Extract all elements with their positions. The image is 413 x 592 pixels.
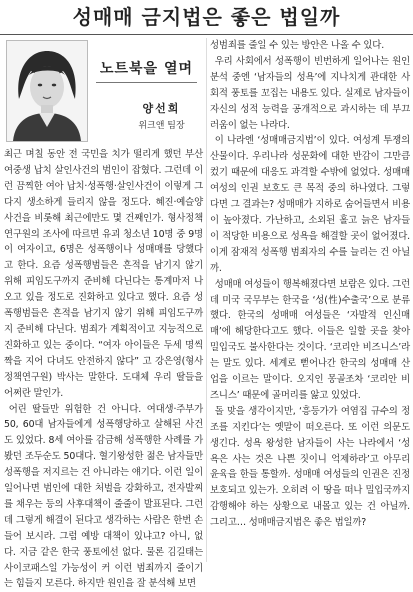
paragraph: 이 나라엔 ‘성매매금지법’이 있다. 여성계 투쟁의 산물이다. 우리나라 성문화에 대한 반감이 그만큼 컸기 때문에 대응도 과격할 수밖에 없었다. 성매매 여성의 인권 보호도 큰 목적 중의 하나였다. 그렇다면 그 결과는? 성매매가 지하로 숨어들면서 비용이 높아졌다. 가난하고, 소외된 홀고 늙은 남자들이 적당한 비용으로 성욕을 해결할 곳이 없어졌다. 이게 잠재적 성폭행 범죄자의 수를 늘리는 건 아닐까. bbox=[210, 133, 410, 276]
paragraph: 우리 사회에서 성폭행이 빈번하게 일어나는 원인 분석 중엔 ‘남자들의 성욕’에 지나치게 관대한 사회적 풍토를 꼬집는 내용도 있다. 실제로 남자들이 자신의 성적 능력을 공개적으로 과시하는 데 부끄러움이 없는 나라다. bbox=[210, 54, 410, 134]
column-name: 노트북을 열며 bbox=[94, 58, 199, 80]
paragraph: 성범죄를 줄일 수 있는 방안은 나올 수 있다. bbox=[210, 38, 410, 54]
column-name-rule bbox=[96, 82, 197, 83]
paragraph: 돌 맞을 생각이지만, ‘흥등가가 여염집 규수의 정조를 지킨다’는 옛말이 떠오른다. 또 이런 의문도 생긴다. 성욕 왕성한 남자들이 사는 나라에서 ‘성욕은 사는 것은 나쁜 짓이니 억제하라’고 아무리 윤육을 한들 통할까. 성매매 여성들의 인권은 진정 보호되고 있는가. 오히려 이 땅을 떠나 밀입국까지 감행해야 하는 상황으로 내몰고 있는 건 아닐까. 그리고… 성매매금지법은 좋은 법일까? bbox=[210, 404, 410, 531]
paragraph: 어린 딸들만 위험한 건 아니다. 여대생·주부가 50, 60대 남자들에게 성폭행당하고 살해된 사건도 있었다. 8세 여아를 감금해 성폭행한 사례를 가봤던 조두순도 50대다. 혈기왕성한 젊은 남자들만 성폭행을 저지르는 건 아니라는 얘기다. 이런 일이 일어나면 범인에 대한 처벌을 강화하고, 전자발찌를 채우는 등의 사후대책이 줄줄이 발표된다. 그런데 그렇게 해결이 된다고 생각하는 사람은 한번 손들어 보시라. 그럼 예방 대책이 있냐고? 아니, 없다. 지금 같은 한국 풍토에선 없다. 물론 김길태는 사이코패스일 가능성이 커 이런 범죄까지 줄이기는 힘들지 모른다. 하지만 원인을 잘 분석해 보면 bbox=[4, 402, 203, 592]
column-divider bbox=[206, 38, 207, 562]
byline-box bbox=[4, 40, 203, 144]
paragraph: 최근 며칠 동안 전 국민을 치가 떨리게 했던 부산 여중생 납치 살인사건의 범인이 잡혔다. 그런데 이런 끔찍한 여아 납치·성폭행·살인사건이 이렇게 그다지 생소하게 들리지 않을 정도다. 혜진·예슬양 사건을 비롯해 최근에만도 몇 건째인가. 형사정책연구원의 조사에 따르면 유괴 청소년 10명 중 9명이 여자이고, 6명은 성폭행이나 성매매를 당했다고 한다. 요즘 성폭행범들은 흔적을 남기지 않기 위해 피임도구까지 준비해 다닌다는 통계마저 나오고 있을 정도로 진화하고 있다고 했다. 요즘 성폭행범들은 흔적을 남기지 않기 위해 피임도구까지 준비해 다닌다. 범죄가 계획적이고 지능적으로 진화하고 있는 중이다. “여자 아이들은 두세 명씩 짝을 지어 다녀도 안전하지 않다” 고 강은영(형사정책연구원) 박사는 말한다. 도대체 우리 딸들을 어쩌란 말인가. bbox=[4, 147, 203, 402]
article-column-right bbox=[210, 38, 410, 562]
author-title: 위크앤 팀장 bbox=[124, 118, 199, 131]
author-photo bbox=[6, 40, 88, 142]
author-portrait-icon bbox=[7, 41, 87, 141]
headline-rule bbox=[0, 34, 413, 35]
paragraph: 성매매 여성들이 행복해졌다면 보람은 있다. 그런데 미국 국무부는 한국을 ‘성(性)수출국’으로 분류했다. 한국의 성매매 여성들은 ‘자발적 인신매매’에 해당한다고도 했다. 이들은 일할 곳을 찾아 밀입국도 불사한다는 것이다. ‘코리안 비즈니스’라는 말도 있다. 세계로 뻗어나간 한국의 성매매 산업을 이르는 말이다. 오지인 몽골조차 ‘코리안 비즈니스’ 때문에 골머리를 앓고 있었다. bbox=[210, 277, 410, 404]
author-name: 양선희 bbox=[124, 100, 199, 116]
article-column-left bbox=[4, 147, 203, 562]
headline: 성매매 금지법은 좋은 법일까 bbox=[0, 2, 413, 32]
